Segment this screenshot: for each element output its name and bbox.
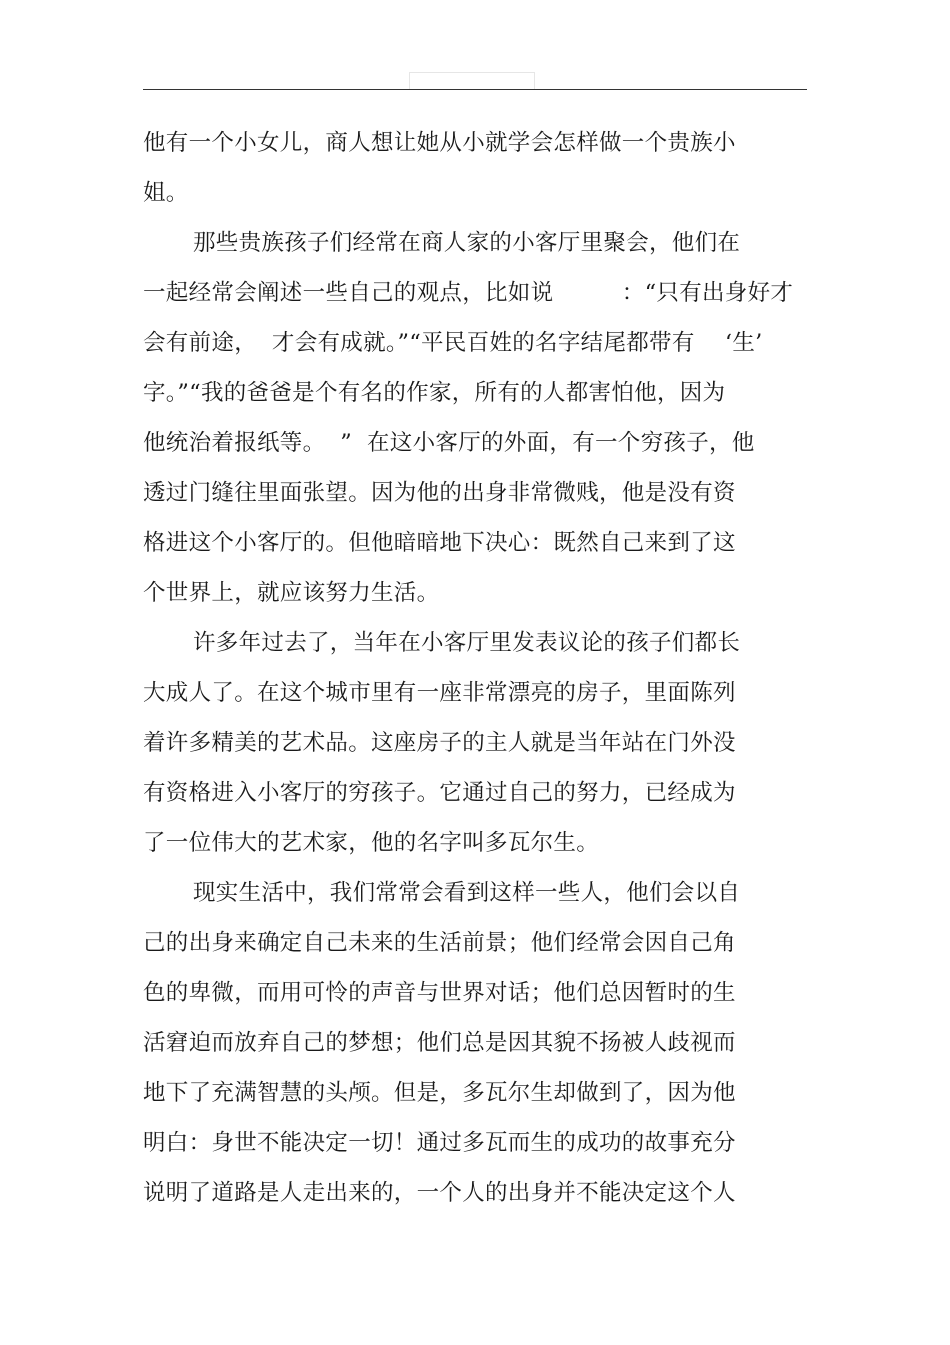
text-line: 一起经常会阐述一些自己的观点，比如说 ：“只有出身好才 xyxy=(143,280,794,306)
text-line: 现实生活中，我们常常会看到这样一些人，他们会以自 xyxy=(193,880,741,906)
text-line: 格进这个小客厅的。但他暗暗地下决心：既然自己来到了这 xyxy=(143,530,736,556)
header-rule xyxy=(143,89,807,90)
text-line: 着许多精美的艺术品。这座房子的主人就是当年站在门外没 xyxy=(143,730,736,756)
text-line: 己的出身来确定自己未来的生活前景；他们经常会因自己角 xyxy=(143,930,736,956)
text-line: 明白：身世不能决定一切！通过多瓦而生的成功的故事充分 xyxy=(143,1130,736,1156)
body-text xyxy=(143,118,807,1218)
text-line: 透过门缝往里面张望。因为他的出身非常微贱，他是没有资 xyxy=(143,480,736,506)
text-line: 他统治着报纸等。 ” 在这小客厅的外面，有一个穷孩子，他 xyxy=(143,430,755,456)
header-tab xyxy=(409,72,535,90)
text-line: 地下了充满智慧的头颅。但是，多瓦尔生却做到了，因为他 xyxy=(143,1080,736,1106)
text-line: 大成人了。在这个城市里有一座非常漂亮的房子，里面陈列 xyxy=(143,680,736,706)
text-line: 姐。 xyxy=(143,180,189,206)
text-line: 色的卑微，而用可怜的声音与世界对话；他们总因暂时的生 xyxy=(143,980,736,1006)
text-line: 字。”“我的爸爸是个有名的作家，所有的人都害怕他，因为 xyxy=(143,380,726,406)
text-line: 许多年过去了，当年在小客厅里发表议论的孩子们都长 xyxy=(193,630,741,656)
text-line: 他有一个小女儿，商人想让她从小就学会怎样做一个贵族小 xyxy=(143,130,736,156)
text-line: 说明了道路是人走出来的，一个人的出身并不能决定这个人 xyxy=(143,1180,736,1206)
text-line: 有资格进入小客厅的穷孩子。它通过自己的努力，已经成为 xyxy=(143,780,736,806)
text-line: 活窘迫而放弃自己的梦想；他们总是因其貌不扬被人歧视而 xyxy=(143,1030,736,1056)
text-line: 了一位伟大的艺术家，他的名字叫多瓦尔生。 xyxy=(143,830,600,856)
text-line: 那些贵族孩子们经常在商人家的小客厅里聚会，他们在 xyxy=(193,230,741,256)
text-line: 个世界上，就应该努力生活。 xyxy=(143,580,440,606)
text-line: 会有前途， 才会有成就。”“平民百姓的名字结尾都带有 ‘生’ xyxy=(143,330,763,356)
